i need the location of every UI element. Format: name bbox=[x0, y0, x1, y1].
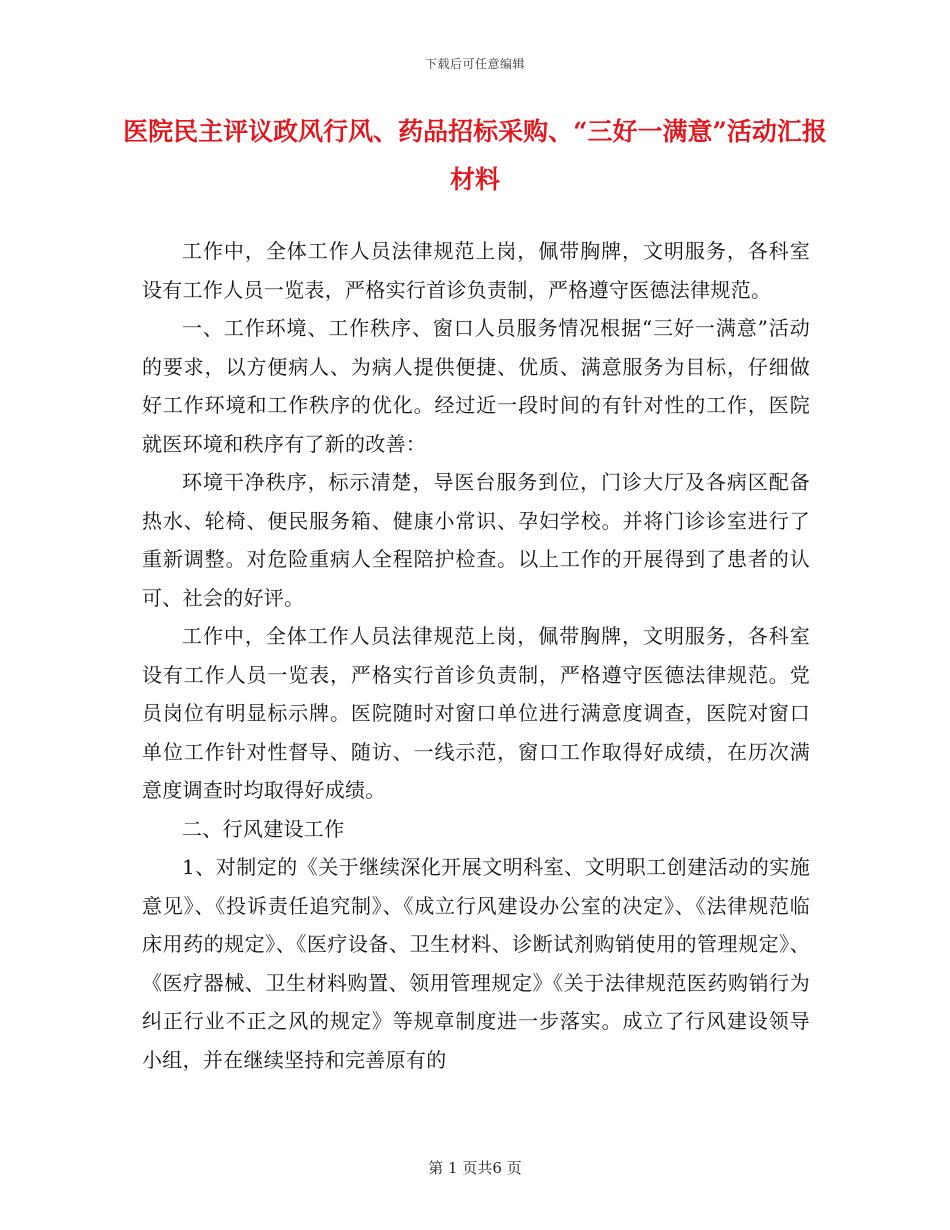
page-total: 6 bbox=[492, 1159, 502, 1177]
paragraph: 工作中，全体工作人员法律规范上岗，佩带胸牌，文明服务，各科室设有工作人员一览表，严格实行首诊负责制，严格遵守医德法律规范。 bbox=[142, 239, 810, 302]
section-heading: 二、行风建设工作 bbox=[182, 816, 345, 841]
document-body bbox=[142, 232, 810, 1079]
page-footer bbox=[0, 1157, 950, 1178]
page-number: 1 bbox=[448, 1159, 458, 1177]
document-title: 医院民主评议政风行风、药品招标采购、“三好一满意”活动汇报材料 bbox=[123, 117, 827, 194]
paragraph: 一、工作环境、工作秩序、窗口人员服务情况根据“三好一满意”活动的要求，以方便病人、为病人提供便捷、优质、满意服务为目标，仔细做好工作环境和工作秩序的优化。经过近一段时间的有针对性的工作，医院就医环境和秩序有了新的改善： bbox=[142, 316, 810, 456]
paragraph: 工作中，全体工作人员法律规范上岗，佩带胸牌，文明服务，各科室设有工作人员一览表，严格实行首诊负责制，严格遵守医德法律规范。党员岗位有明显标示牌。医院随时对窗口单位进行满意度调查，医院对窗口单位工作针对性督导、随访、一线示范，窗口工作取得好成绩，在历次满意度调查时均取得好成绩。 bbox=[142, 624, 810, 802]
page-prefix: 第 bbox=[428, 1159, 444, 1177]
paragraph: 1、对制定的《关于继续深化开展文明科室、文明职工创建活动的实施意见》、《投诉责任追究制》、《成立行风建设办公室的决定》、《法律规范临床用药的规定》、《医疗设备、卫生材料、诊断试剂购销使用的管理规定》、《医疗器械、卫生材料购置、领用管理规定》《关于法律规范医药购销行为纠正行业不正之风的规定》等规章制度进一步落实。成立了行风建设领导小组，并在继续坚持和完善原有的 bbox=[142, 855, 810, 1072]
paragraph: 环境干净秩序，标示清楚，导医台服务到位，门诊大厅及各病区配备热水、轮椅、便民服务箱、健康小常识、孕妇学校。并将门诊诊室进行了重新调整。对危险重病人全程陪护检查。以上工作的开展得到了患者的认可、社会的好评。 bbox=[142, 470, 810, 610]
page-suffix: 页 bbox=[506, 1159, 522, 1177]
header-note: 下载后可任意编辑 bbox=[424, 57, 525, 71]
page-middle: 页共 bbox=[462, 1159, 493, 1177]
